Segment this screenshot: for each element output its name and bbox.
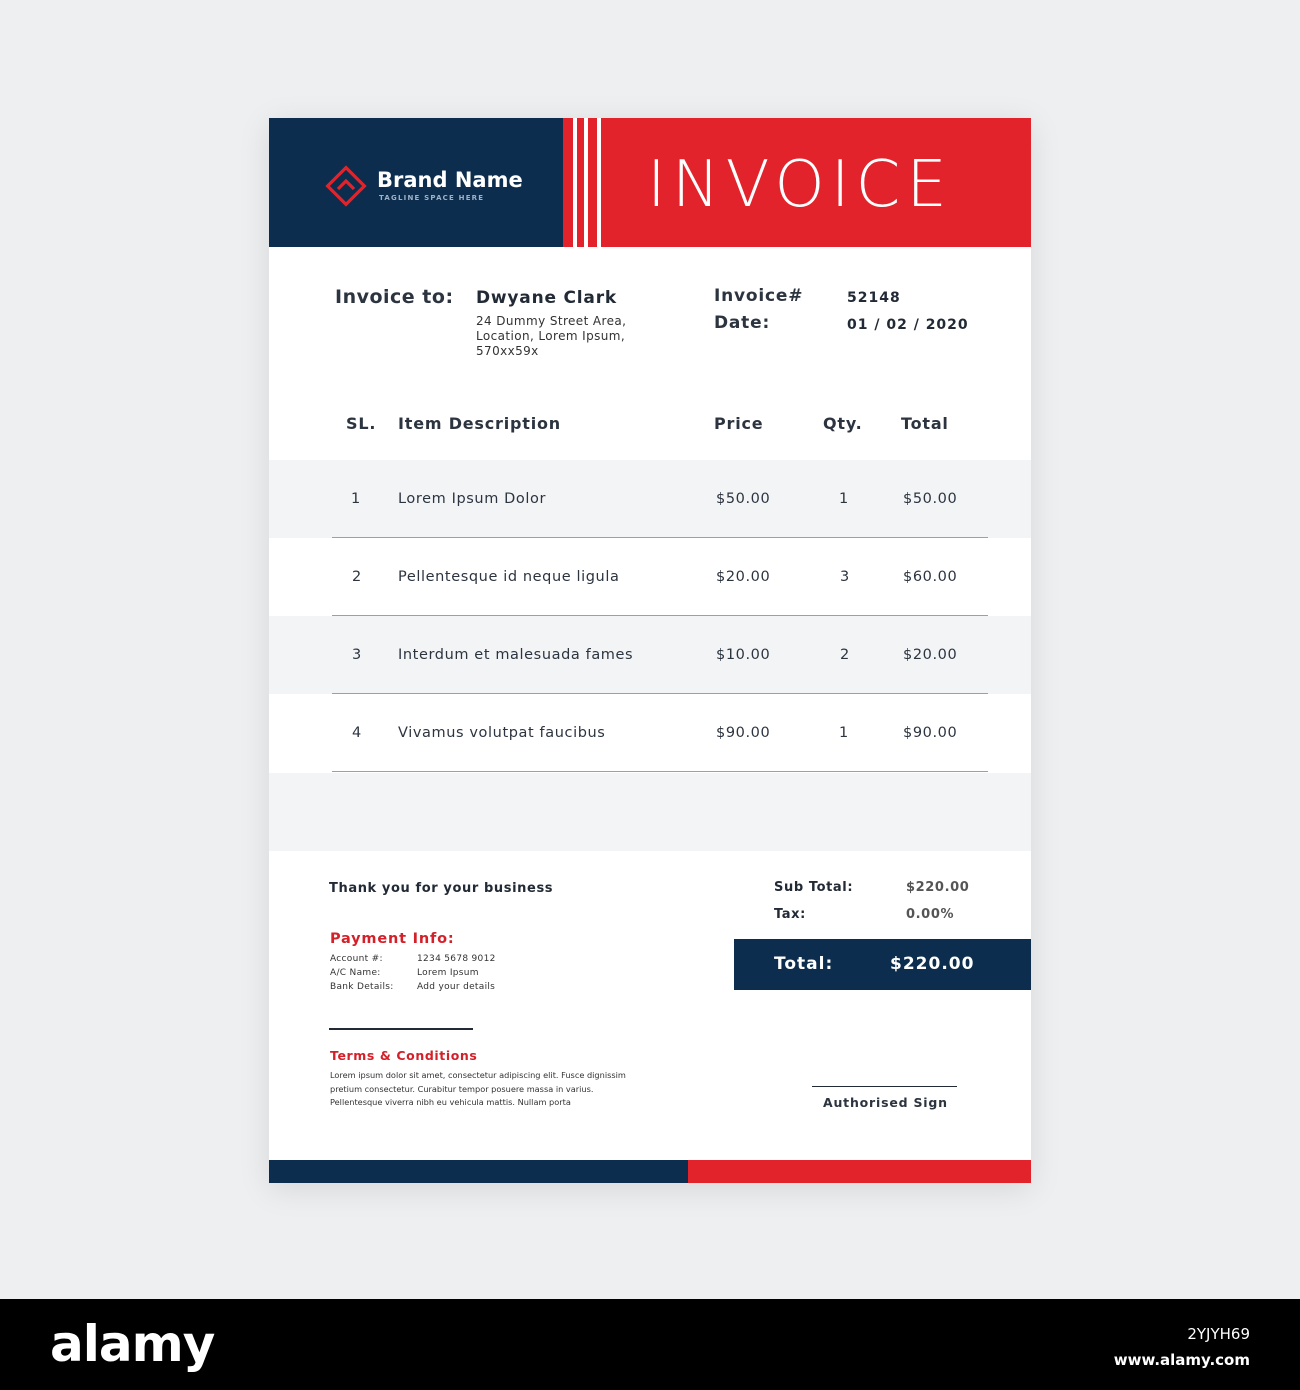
row-description: Pellentesque id neque ligula	[398, 569, 620, 585]
stock-url: www.alamy.com	[1113, 1351, 1250, 1369]
invoice-date: 01 / 02 / 2020	[847, 317, 969, 333]
account-name-label: A/C Name:	[330, 968, 381, 978]
col-header-price: Price	[714, 414, 764, 433]
subtotal-value: $220.00	[906, 880, 970, 895]
brand-name: Brand Name	[377, 168, 523, 192]
table-empty-band	[269, 773, 1031, 851]
row-description: Lorem Ipsum Dolor	[398, 491, 547, 507]
table-row	[269, 460, 1031, 538]
row-sl: 4	[352, 725, 362, 741]
row-total: $20.00	[903, 647, 958, 663]
col-header-description: Item Description	[398, 414, 561, 433]
header-stripe	[588, 118, 597, 247]
row-total: $60.00	[903, 569, 958, 585]
row-sl: 1	[351, 491, 361, 507]
signature-line	[812, 1086, 957, 1087]
terms-text: Lorem ipsum dolor sit amet, consectetur adipiscing elit. Fusce dignissim pretium consectetur. Curabitur tempor posuere massa in varius. Pellentesque viverra nibh eu vehicula mattis. Nullam porta	[330, 1070, 626, 1107]
brand-logo-icon	[325, 165, 367, 207]
header-stripe	[563, 118, 573, 247]
brand-tagline: TAGLINE SPACE HERE	[379, 194, 485, 202]
invoice-number-label: Invoice#	[714, 286, 804, 306]
row-price: $10.00	[716, 647, 771, 663]
address-line: Location, Lorem Ipsum,	[476, 329, 626, 343]
row-price: $90.00	[716, 725, 771, 741]
row-sl: 3	[352, 647, 362, 663]
row-qty: 1	[839, 725, 849, 741]
thank-you-note: Thank you for your business	[329, 881, 554, 896]
footer-bar-red	[688, 1160, 1031, 1183]
row-qty: 2	[840, 647, 850, 663]
bank-details-value: Add your details	[417, 982, 496, 992]
total-value: $220.00	[890, 954, 975, 974]
row-price: $20.00	[716, 569, 771, 585]
tax-value: 0.00%	[906, 907, 955, 922]
address-line: 570xx59x	[476, 344, 539, 358]
row-description: Interdum et malesuada fames	[398, 647, 634, 663]
client-name: Dwyane Clark	[476, 288, 617, 308]
row-qty: 1	[839, 491, 849, 507]
header-stripe	[577, 118, 584, 247]
subtotal-label: Sub Total:	[774, 880, 854, 895]
row-divider	[332, 771, 988, 772]
invoice-to-label: Invoice to:	[335, 286, 454, 308]
col-header-sl: SL.	[346, 414, 377, 433]
table-row	[269, 616, 1031, 694]
header-brand-panel	[269, 118, 563, 247]
table-row	[269, 694, 1031, 772]
invoice-title: INVOICE	[647, 148, 953, 222]
row-total: $50.00	[903, 491, 958, 507]
address-line: 24 Dummy Street Area,	[476, 314, 627, 328]
account-name-value: Lorem Ipsum	[417, 968, 479, 978]
account-number-value: 1234 5678 9012	[417, 954, 496, 964]
stock-image-id: 2YJYH69	[1187, 1325, 1250, 1343]
table-row	[269, 538, 1031, 616]
invoice-document	[269, 118, 1031, 1183]
row-price: $50.00	[716, 491, 771, 507]
footer-bar-navy	[269, 1160, 688, 1183]
divider	[329, 1028, 473, 1030]
row-total: $90.00	[903, 725, 958, 741]
date-label: Date:	[714, 313, 771, 333]
row-sl: 2	[352, 569, 362, 585]
stock-watermark-bar	[0, 1299, 1300, 1390]
bank-details-label: Bank Details:	[330, 982, 394, 992]
signature-label: Authorised Sign	[823, 1095, 948, 1110]
tax-label: Tax:	[774, 907, 806, 922]
terms-title: Terms & Conditions	[330, 1048, 478, 1063]
total-label: Total:	[774, 954, 834, 974]
payment-info-title: Payment Info:	[330, 931, 455, 947]
col-header-qty: Qty.	[823, 414, 863, 433]
invoice-number: 52148	[847, 290, 901, 306]
stock-logo: alamy	[50, 1315, 215, 1373]
row-qty: 3	[840, 569, 850, 585]
col-header-total: Total	[901, 414, 949, 433]
client-address	[476, 314, 666, 359]
grand-total-box	[734, 939, 1031, 990]
account-number-label: Account #:	[330, 954, 383, 964]
row-description: Vivamus volutpat faucibus	[398, 725, 606, 741]
